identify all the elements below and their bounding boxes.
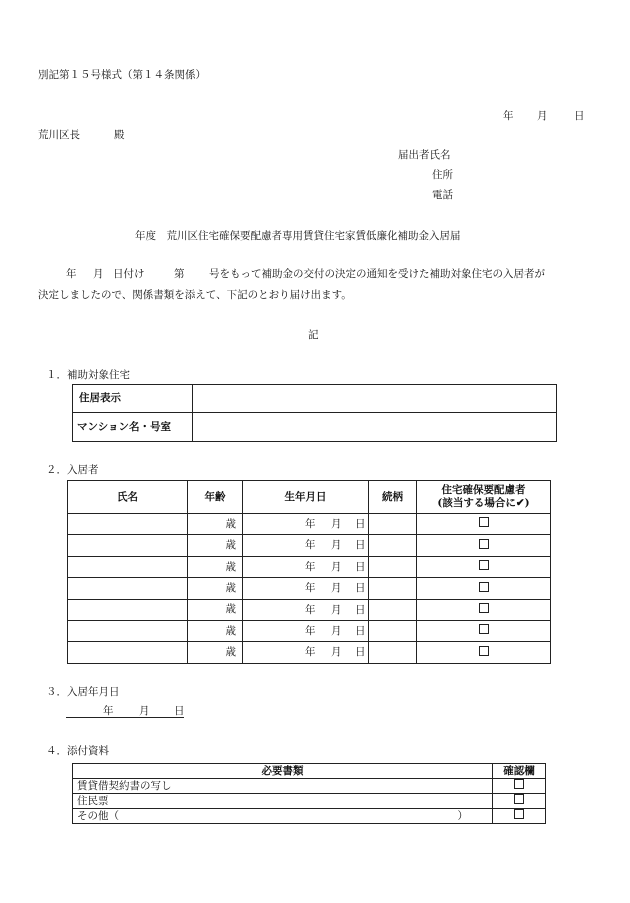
resident-dob-cell[interactable] bbox=[243, 578, 369, 599]
header-dob: 生年月日 bbox=[243, 481, 369, 514]
resident-dob-cell[interactable] bbox=[243, 535, 369, 556]
dob-month-unit: 月 bbox=[331, 646, 342, 659]
resident-age-cell[interactable] bbox=[188, 599, 243, 620]
resident-age-cell[interactable] bbox=[188, 514, 243, 535]
body-line1-rest: 号をもって補助金の交付の決定の通知を受けた補助対象住宅の入居者が bbox=[209, 268, 545, 280]
dob-month-unit: 月 bbox=[331, 560, 342, 573]
resident-age-cell[interactable] bbox=[188, 535, 243, 556]
resident-priority-cell[interactable] bbox=[417, 514, 551, 535]
attachment-item-lease: 賃貸借契約書の写し bbox=[73, 779, 493, 794]
body-number-prefix: 第 bbox=[174, 268, 185, 280]
resident-row bbox=[68, 556, 551, 577]
resident-priority-cell[interactable] bbox=[417, 620, 551, 641]
header-age: 年齢 bbox=[188, 481, 243, 514]
dob-year-unit: 年 bbox=[305, 582, 316, 595]
checkbox-icon[interactable] bbox=[479, 582, 489, 592]
dob-day-unit: 日 bbox=[355, 539, 366, 552]
date-day-label: 日 bbox=[574, 110, 585, 122]
date-year-label: 年 bbox=[503, 110, 514, 122]
residents-table bbox=[67, 480, 551, 664]
age-unit: 歳 bbox=[225, 646, 236, 659]
header-name: 氏名 bbox=[68, 481, 188, 514]
resident-priority-cell[interactable] bbox=[417, 642, 551, 663]
resident-relation-cell[interactable] bbox=[369, 642, 417, 663]
resident-age-cell[interactable] bbox=[188, 578, 243, 599]
applicant-name-label: 届出者氏名 bbox=[398, 149, 451, 161]
attachment-item-residence: 住民票 bbox=[73, 794, 493, 809]
section2-heading: ２．入居者 bbox=[46, 464, 99, 476]
section4-heading: ４．添付資料 bbox=[46, 745, 109, 757]
dob-year-unit: 年 bbox=[305, 646, 316, 659]
resident-relation-cell[interactable] bbox=[369, 556, 417, 577]
resident-name-cell[interactable] bbox=[68, 599, 188, 620]
resident-row bbox=[68, 535, 551, 556]
resident-relation-cell[interactable] bbox=[369, 514, 417, 535]
move-in-year: 年 bbox=[103, 705, 114, 717]
dob-day-unit: 日 bbox=[355, 582, 366, 595]
checkbox-icon[interactable] bbox=[479, 517, 489, 527]
resident-age-cell[interactable] bbox=[188, 620, 243, 641]
dob-year-unit: 年 bbox=[305, 624, 316, 637]
attachment-item-other[interactable] bbox=[73, 809, 493, 824]
resident-row bbox=[68, 642, 551, 663]
section1-label-address: 住居表示 bbox=[73, 385, 193, 413]
section1-value-mansion[interactable] bbox=[193, 413, 557, 442]
section1-label-mansion: マンション名・号室 bbox=[73, 413, 193, 442]
checkbox-icon[interactable] bbox=[479, 603, 489, 613]
header-priority bbox=[417, 481, 551, 514]
dob-day-unit: 日 bbox=[355, 518, 366, 530]
resident-name-cell[interactable] bbox=[68, 578, 188, 599]
dob-day-unit: 日 bbox=[355, 624, 366, 637]
attachments-header-docs: 必要書類 bbox=[73, 764, 493, 779]
dob-month-unit: 月 bbox=[331, 624, 342, 637]
body-day: 日付け bbox=[113, 268, 145, 280]
checkbox-icon[interactable] bbox=[479, 646, 489, 656]
header-relation: 続柄 bbox=[369, 481, 417, 514]
dob-day-unit: 日 bbox=[355, 560, 366, 573]
resident-relation-cell[interactable] bbox=[369, 599, 417, 620]
form-id: 別記第１５号様式（第１４条関係） bbox=[38, 69, 206, 81]
addressee-name: 荒川区長 bbox=[38, 129, 80, 141]
dob-year-unit: 年 bbox=[305, 560, 316, 573]
resident-relation-cell[interactable] bbox=[369, 620, 417, 641]
resident-row bbox=[68, 514, 551, 535]
resident-name-cell[interactable] bbox=[68, 535, 188, 556]
resident-age-cell[interactable] bbox=[188, 642, 243, 663]
header-priority-line1: 住宅確保要配慮者 bbox=[441, 484, 526, 497]
body-line2: 決定しましたので、関係書類を添えて、下記のとおり届け出ます。 bbox=[38, 289, 352, 301]
resident-dob-cell[interactable] bbox=[243, 556, 369, 577]
applicant-address-label: 住所 bbox=[432, 169, 453, 181]
age-unit: 歳 bbox=[225, 539, 236, 552]
dob-month-unit: 月 bbox=[331, 539, 342, 552]
header-priority-line2: (該当する場合に✔) bbox=[437, 497, 530, 509]
addressee-honorific: 殿 bbox=[114, 129, 125, 141]
resident-dob-cell[interactable] bbox=[243, 620, 369, 641]
resident-priority-cell[interactable] bbox=[417, 556, 551, 577]
dob-day-unit: 日 bbox=[355, 603, 366, 616]
resident-relation-cell[interactable] bbox=[369, 535, 417, 556]
resident-name-cell[interactable] bbox=[68, 556, 188, 577]
resident-age-cell[interactable] bbox=[188, 556, 243, 577]
checkbox-icon[interactable] bbox=[479, 539, 489, 549]
resident-name-cell[interactable] bbox=[68, 620, 188, 641]
age-unit: 歳 bbox=[225, 582, 236, 595]
dob-month-unit: 月 bbox=[331, 582, 342, 595]
age-unit: 歳 bbox=[225, 560, 236, 573]
resident-dob-cell[interactable] bbox=[243, 599, 369, 620]
checkbox-icon[interactable] bbox=[514, 794, 524, 804]
checkbox-icon[interactable] bbox=[514, 779, 524, 789]
dob-year-unit: 年 bbox=[305, 518, 316, 530]
attachments-table bbox=[72, 763, 546, 824]
resident-priority-cell[interactable] bbox=[417, 599, 551, 620]
resident-name-cell[interactable] bbox=[68, 514, 188, 535]
resident-dob-cell[interactable] bbox=[243, 514, 369, 535]
document-title: 年度 荒川区住宅確保要配慮者専用賃貸住宅家賃低廉化補助金入居届 bbox=[135, 230, 461, 242]
attachment-other-label: その他（ bbox=[77, 809, 119, 822]
attachment-check-other[interactable] bbox=[493, 809, 546, 824]
attachment-check-lease[interactable] bbox=[493, 779, 546, 794]
section1-heading: １．補助対象住宅 bbox=[46, 369, 130, 381]
resident-dob-cell[interactable] bbox=[243, 642, 369, 663]
age-unit: 歳 bbox=[225, 624, 236, 637]
resident-priority-cell[interactable] bbox=[417, 578, 551, 599]
ki-marker: 記 bbox=[308, 329, 319, 341]
checkbox-icon[interactable] bbox=[479, 624, 489, 634]
attachment-check-residence[interactable] bbox=[493, 794, 546, 809]
resident-name-cell[interactable] bbox=[68, 642, 188, 663]
move-in-day: 日 bbox=[174, 705, 185, 717]
body-month: 月 bbox=[93, 268, 104, 280]
attachment-other-suffix: ） bbox=[457, 810, 468, 822]
body-year: 年 bbox=[66, 268, 77, 280]
section1-table bbox=[72, 384, 557, 442]
date-month-label: 月 bbox=[537, 110, 548, 122]
resident-priority-cell[interactable] bbox=[417, 535, 551, 556]
age-unit: 歳 bbox=[225, 517, 236, 530]
dob-year-unit: 年 bbox=[305, 603, 316, 616]
applicant-phone-label: 電話 bbox=[432, 189, 453, 201]
section1-value-address[interactable] bbox=[193, 385, 557, 413]
checkbox-icon[interactable] bbox=[479, 560, 489, 570]
resident-relation-cell[interactable] bbox=[369, 578, 417, 599]
move-in-date-line[interactable] bbox=[66, 717, 184, 718]
attachments-header-check: 確認欄 bbox=[493, 764, 546, 779]
move-in-month: 月 bbox=[139, 705, 150, 717]
section3-heading: ３．入居年月日 bbox=[46, 686, 120, 698]
dob-month-unit: 月 bbox=[331, 518, 342, 530]
checkbox-icon[interactable] bbox=[514, 809, 524, 819]
dob-month-unit: 月 bbox=[331, 603, 342, 616]
resident-row bbox=[68, 578, 551, 599]
resident-row bbox=[68, 620, 551, 641]
dob-day-unit: 日 bbox=[355, 646, 366, 659]
dob-year-unit: 年 bbox=[305, 539, 316, 552]
age-unit: 歳 bbox=[225, 603, 236, 616]
resident-row bbox=[68, 599, 551, 620]
